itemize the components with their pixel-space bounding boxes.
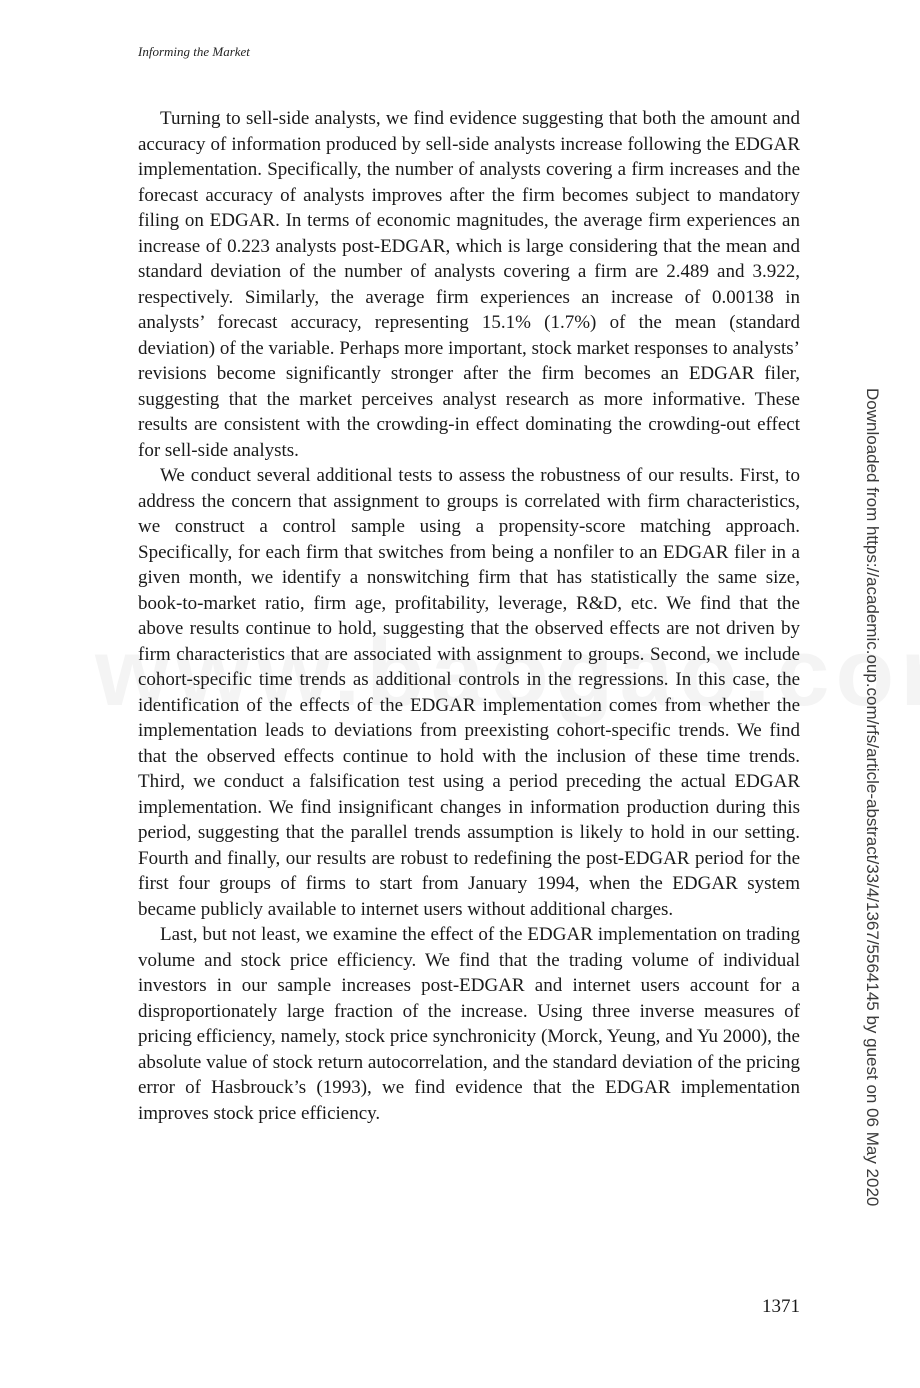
paragraph-robustness-tests: We conduct several additional tests to assess the robustness of our results. First, to address the concern that assignment to groups is correlated with firm characteristics, we construct a control sample using a propensity-score matching approach. Specifically, for each firm that switches from being a nonfiler to an EDGAR filer in a given month, we identify a nonswitching firm that has statistically the same size, book-to-market ratio, firm age, profitability, leverage, R&D, etc. We find that the above results continue to hold, suggesting that the observed effects are not driven by firm characteristics that are associated with assignment to groups. Second, we include cohort-specific time trends as additional controls in the regressions. In this case, the identification of the effects of the EDGAR implementation comes from whether the implementation leads to deviations from preexisting cohort-specific trends. We find that the observed effects continue to hold with the inclusion of these time trends. Third, we conduct a falsification test using a period preceding the actual EDGAR implementation. We find insignificant changes in information production during this period, suggesting that the parallel trends assumption is likely to hold in our setting. Fourth and finally, our results are robust to redefining the post-EDGAR period for the first four groups of firms to start from January 1994, when the EDGAR system became publicly available to internet users without additional charges. [138, 465, 800, 920]
download-stamp: Downloaded from https://academic.oup.com/rfs/article-abstract/33/4/1367/5564145 by guest on 06 May 2020 [863, 388, 882, 1207]
running-header-title: Informing the Market [138, 44, 250, 59]
paragraph-trading-volume: Last, but not least, we examine the effect of the EDGAR implementation on trading volume and stock price efficiency. We find that the trading volume of individual investors in our sample increases post-EDGAR and internet users account for a disproportionately large fraction of the increase. Using three inverse measures of pricing efficiency, namely, stock price synchronicity (Morck, Yeung, and Yu 2000), the absolute value of stock return autocorrelation, and the standard deviation of the pricing error of Hasbrouck’s (1993), we find evidence that the EDGAR implementation improves stock price efficiency. [138, 924, 800, 1124]
paragraph-sell-side-analysts: Turning to sell-side analysts, we find evidence suggesting that both the amount and accuracy of information produced by sell-side analysts increase following the EDGAR implementation. Specifically, the number of analysts covering a firm increases and the forecast accuracy of analysts improves after the firm becomes subject to mandatory filing on EDGAR. In terms of economic magnitudes, the average firm experiences an increase of 0.223 analysts post-EDGAR, which is large considering that the mean and standard deviation of the number of analysts covering a firm are 2.489 and 3.922, respectively. Similarly, the average firm experiences an increase of 0.00138 in analysts’ forecast accuracy, representing 15.1% (1.7%) of the mean (standard deviation) of the variable. Perhaps more important, stock market responses to analysts’ revisions become significantly stronger after the firm becomes an EDGAR filer, suggesting that the market perceives analyst research as more informative. These results are consistent with the crowding-in effect dominating the crowding-out effect for sell-side analysts. [138, 108, 800, 461]
page-number: 1371 [762, 1296, 800, 1317]
article-body [138, 106, 800, 1126]
